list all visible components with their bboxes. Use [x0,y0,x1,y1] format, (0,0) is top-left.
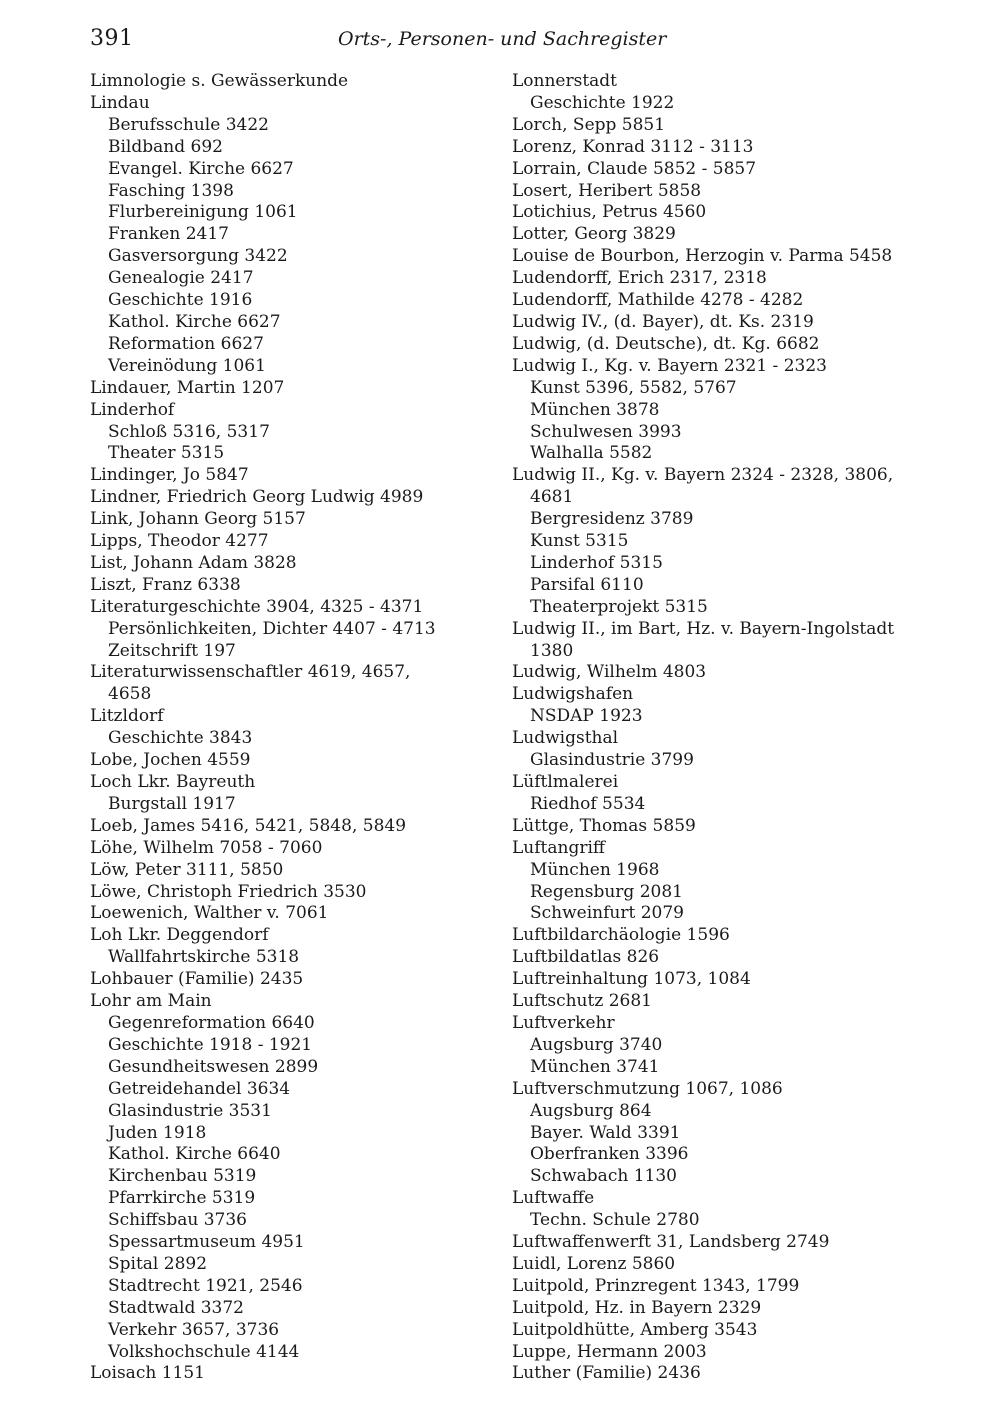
index-subentry: Theater 5315 [108,443,225,464]
index-subentry: Reformation 6627 [108,333,264,354]
index-subentry: Augsburg 864 [530,1100,652,1121]
index-subentry: Schweinfurt 2079 [530,903,684,924]
index-subentry: Volkshochschule 4144 [108,1341,300,1362]
index-subentry: Parsifal 6110 [530,574,644,595]
index-subentry: Schwabach 1130 [530,1166,677,1187]
index-entry: Lüftlmalerei [512,772,619,792]
index-entry: Ludwig II., Kg. v. Bayern 2324 - 2328, 3806, [512,465,894,486]
index-entry: Luitpold, Prinzregent 1343, 1799 [512,1275,800,1296]
index-entry: Loeb, James 5416, 5421, 5848, 5849 [90,815,407,836]
index-column-right [512,71,922,1385]
index-entry: Loewenich, Walther v. 7061 [90,903,329,924]
index-subentry: Theaterprojekt 5315 [530,596,708,617]
index-subentry: Bayer. Wald 3391 [530,1122,681,1143]
index-subentry: München 1968 [530,859,660,880]
index-entry: Luftwaffenwerft 31, Landsberg 2749 [512,1232,830,1253]
index-entry: Lonnerstadt [512,71,618,91]
index-subentry: Evangel. Kirche 6627 [108,158,294,179]
index-entry: Loch Lkr. Bayreuth [90,772,256,792]
index-subentry: Bergresidenz 3789 [530,509,694,530]
index-subentry: Genealogie 2417 [108,268,254,289]
index-subentry: Schiffsbau 3736 [108,1210,247,1231]
index-entry: Lohbauer (Familie) 2435 [90,969,304,990]
index-subentry: Flurbereinigung 1061 [108,202,298,223]
index-entry: Lorrain, Claude 5852 - 5857 [512,158,757,179]
index-entry: Louise de Bourbon, Herzogin v. Parma 5458 [512,246,893,267]
index-entry: Ludwig, (d. Deutsche), dt. Kg. 6682 [512,333,820,354]
index-subentry: Bildband 692 [108,136,223,157]
index-subentry: NSDAP 1923 [530,706,643,727]
index-entry: Ludwigshafen [512,684,634,705]
index-entry: Linderhof [90,399,175,420]
index-subentry: München 3878 [530,399,660,420]
index-entry: Limnologie s. Gewässerkunde [90,71,349,91]
index-entry: Luitpoldhütte, Amberg 3543 [512,1319,758,1340]
index-entry: Ludwig, Wilhelm 4803 [512,662,707,683]
index-entry: Luppe, Hermann 2003 [512,1341,707,1362]
index-entry: Lotichius, Petrus 4560 [512,202,707,223]
index-subentry: Gegenreformation 6640 [108,1012,315,1033]
index-subentry: Techn. Schule 2780 [530,1210,700,1231]
index-subentry: Walhalla 5582 [530,443,653,464]
index-entry: Lüttge, Thomas 5859 [512,815,696,836]
index-entry: Löw, Peter 3111, 5850 [90,859,284,880]
index-entry: Lipps, Theodor 4277 [90,531,269,552]
page-header [90,26,930,60]
index-entry: Luftwaffe [512,1188,595,1209]
index-entry: Literaturgeschichte 3904, 4325 - 4371 [90,596,424,617]
page-number: 391 [90,26,134,51]
index-subentry: Berufsschule 3422 [108,114,269,135]
index-subentry: München 3741 [530,1056,660,1077]
index-entry: Liszt, Franz 6338 [90,574,241,595]
index-entry: Ludwig II., im Bart, Hz. v. Bayern-Ingolstadt [512,618,895,639]
index-subentry: Kunst 5315 [530,531,629,552]
index-entry: Lindau [90,92,150,113]
index-entry: Luidl, Lorenz 5860 [512,1253,676,1274]
index-subentry: 4658 [108,684,152,705]
index-entry: Lorch, Sepp 5851 [512,114,666,135]
index-entry: Ludendorff, Erich 2317, 2318 [512,268,767,289]
index-entry: Lindner, Friedrich Georg Ludwig 4989 [90,487,424,508]
index-entry: Luftverschmutzung 1067, 1086 [512,1078,783,1099]
index-subentry: Kirchenbau 5319 [108,1166,257,1187]
index-entry: Luftschutz 2681 [512,991,652,1012]
index-subentry: Getreidehandel 3634 [108,1078,291,1099]
index-subentry: Persönlichkeiten, Dichter 4407 - 4713 [108,618,436,639]
index-subentry: 1380 [530,640,574,661]
index-subentry: Augsburg 3740 [530,1034,663,1055]
index-entry: Lotter, Georg 3829 [512,224,676,245]
index-entry: Ludwig IV., (d. Bayer), dt. Ks. 2319 [512,311,814,332]
index-entry: Luftangriff [512,837,605,858]
index-subentry: Zeitschrift 197 [108,640,236,661]
index-subentry: Spessartmuseum 4951 [108,1232,305,1253]
index-subentry: Geschichte 3843 [108,728,253,749]
index-subentry: Linderhof 5315 [530,552,663,573]
index-entry: Lindauer, Martin 1207 [90,377,285,398]
index-subentry: Stadtrecht 1921, 2546 [108,1275,303,1296]
index-entry: List, Johann Adam 3828 [90,552,297,573]
index-column-left [90,71,500,1385]
index-subentry: Geschichte 1922 [530,92,675,113]
index-entry: Lorenz, Konrad 3112 - 3113 [512,136,754,157]
index-subentry: Schloß 5316, 5317 [108,421,270,442]
index-subentry: Burgstall 1917 [108,793,236,814]
index-subentry: Kathol. Kirche 6640 [108,1144,281,1165]
index-entry: Luftverkehr [512,1012,615,1033]
index-subentry: Kathol. Kirche 6627 [108,311,281,332]
index-subentry: Schulwesen 3993 [530,421,682,442]
index-subentry: 4681 [530,487,574,508]
index-subentry: Vereinödung 1061 [108,355,266,376]
index-subentry: Gesundheitswesen 2899 [108,1056,319,1077]
index-subentry: Geschichte 1918 - 1921 [108,1034,313,1055]
index-entry: Löwe, Christoph Friedrich 3530 [90,881,367,902]
index-subentry: Riedhof 5534 [530,793,646,814]
index-entry: Losert, Heribert 5858 [512,180,702,201]
index-entry: Luftreinhaltung 1073, 1084 [512,969,751,990]
index-subentry: Franken 2417 [108,224,229,245]
index-subentry: Oberfranken 3396 [530,1144,689,1165]
index-subentry: Juden 1918 [108,1122,207,1143]
index-subentry: Glasindustrie 3531 [108,1100,272,1121]
index-entry: Litzldorf [90,706,164,727]
index-subentry: Spital 2892 [108,1253,208,1274]
index-subentry: Regensburg 2081 [530,881,683,902]
index-entry: Luftbildatlas 826 [512,947,660,968]
index-entry: Ludwigsthal [512,728,619,749]
index-entry: Lobe, Jochen 4559 [90,750,251,771]
index-entry: Link, Johann Georg 5157 [90,509,306,530]
index-entry: Lindinger, Jo 5847 [90,465,249,486]
index-entry: Lohr am Main [90,991,212,1012]
index-entry: Loh Lkr. Deggendorf [90,925,269,946]
index-entry: Ludwig I., Kg. v. Bayern 2321 - 2323 [512,355,827,376]
index-subentry: Wallfahrtskirche 5318 [108,947,300,968]
index-subentry: Gasversorgung 3422 [108,246,288,267]
index-subentry: Pfarrkirche 5319 [108,1188,256,1209]
index-subentry: Kunst 5396, 5582, 5767 [530,377,737,398]
index-entry: Luftbildarchäologie 1596 [512,925,730,946]
index-subentry: Geschichte 1916 [108,290,253,311]
index-entry: Löhe, Wilhelm 7058 - 7060 [90,837,323,858]
index-subentry: Glasindustrie 3799 [530,750,694,771]
index-subentry: Verkehr 3657, 3736 [108,1319,280,1340]
index-subentry: Fasching 1398 [108,180,234,201]
index-entry: Luther (Familie) 2436 [512,1363,701,1384]
index-entry: Luitpold, Hz. in Bayern 2329 [512,1297,762,1318]
index-entry: Loisach 1151 [90,1363,205,1384]
index-entry: Literaturwissenschaftler 4619, 4657, [90,662,411,683]
index-entry: Ludendorff, Mathilde 4278 - 4282 [512,290,804,311]
running-title: Orts-, Personen- und Sachregister [338,28,667,50]
index-subentry: Stadtwald 3372 [108,1297,244,1318]
